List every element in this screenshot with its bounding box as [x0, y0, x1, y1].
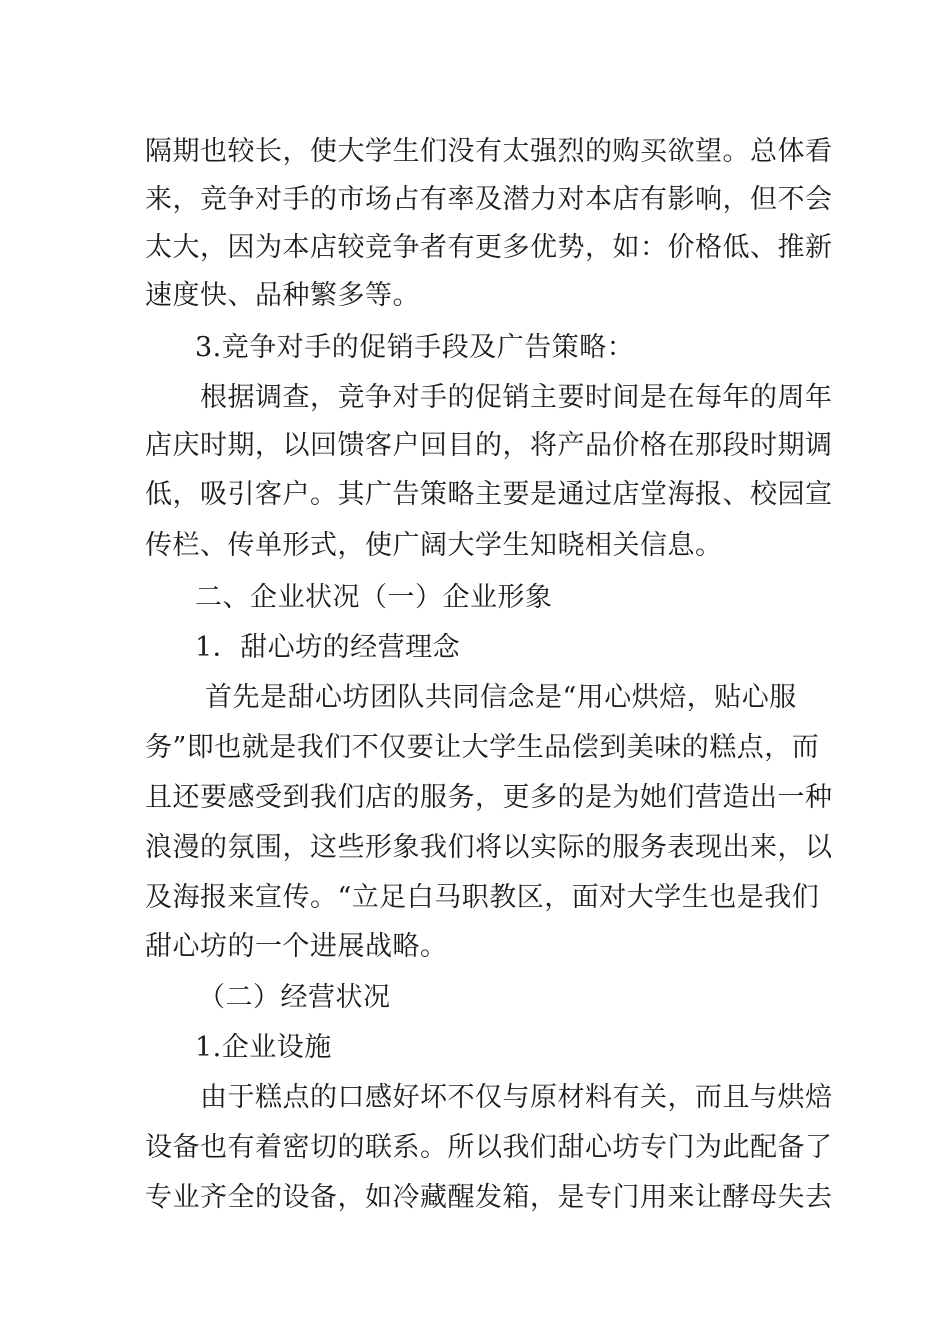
- body-text-line: 太大，因为本店较竞争者有更多优势，如：价格低、推新: [145, 232, 833, 263]
- body-text-line: 专业齐全的设备，如冷藏醒发箱，是专门用来让酵母失去: [145, 1182, 833, 1213]
- subsection-heading: （二）经营状况: [198, 982, 391, 1013]
- body-text-line: 甜心坊的一个进展战略。: [145, 931, 448, 962]
- section-heading: 二、企业状况（一）企业形象: [195, 582, 553, 613]
- body-text-line: 设备也有着密切的联系。所以我们甜心坊专门为此配备了: [145, 1132, 833, 1163]
- body-text-line: 及海报来宣传。“立足白马职教区，面对大学生也是我们: [145, 882, 820, 913]
- paragraph-start-line: 根据调查，竞争对手的促销主要时间是在每年的周年: [200, 382, 833, 413]
- subsection-heading: 3.竞争对手的促销手段及广告策略：: [195, 332, 635, 363]
- body-text-line: 浪漫的氛围，这些形象我们将以实际的服务表现出来，以: [145, 832, 833, 863]
- paragraph-start-line: 由于糕点的口感好坏不仅与原材料有关，而且与烘焙: [200, 1082, 833, 1113]
- body-text-line: 隔期也较长，使大学生们没有太强烈的购买欲望。总体看: [145, 136, 833, 167]
- body-text-line: 店庆时期，以回馈客户回目的，将产品价格在那段时期调: [145, 430, 833, 461]
- paragraph-start-line: 首先是甜心坊团队共同信念是“用心烘焙，贴心服: [205, 682, 797, 713]
- body-text-line: 且还要感受到我们店的服务，更多的是为她们营造出一种: [145, 782, 833, 813]
- subsection-heading: 1.企业设施: [195, 1032, 332, 1063]
- body-text-line: 传栏、传单形式，使广阔大学生知晓相关信息。: [145, 530, 723, 561]
- body-text-line: 速度快、品种繁多等。: [145, 280, 420, 311]
- body-text-line: 务”即也就是我们不仅要让大学生品偿到美味的糕点，而: [145, 732, 820, 763]
- body-text-line: 低，吸引客户。其广告策略主要是通过店堂海报、校园宣: [145, 479, 833, 510]
- body-text-line: 来，竞争对手的市场占有率及潜力对本店有影响，但不会: [145, 184, 833, 215]
- subsection-heading: 1．甜心坊的经营理念: [195, 632, 461, 663]
